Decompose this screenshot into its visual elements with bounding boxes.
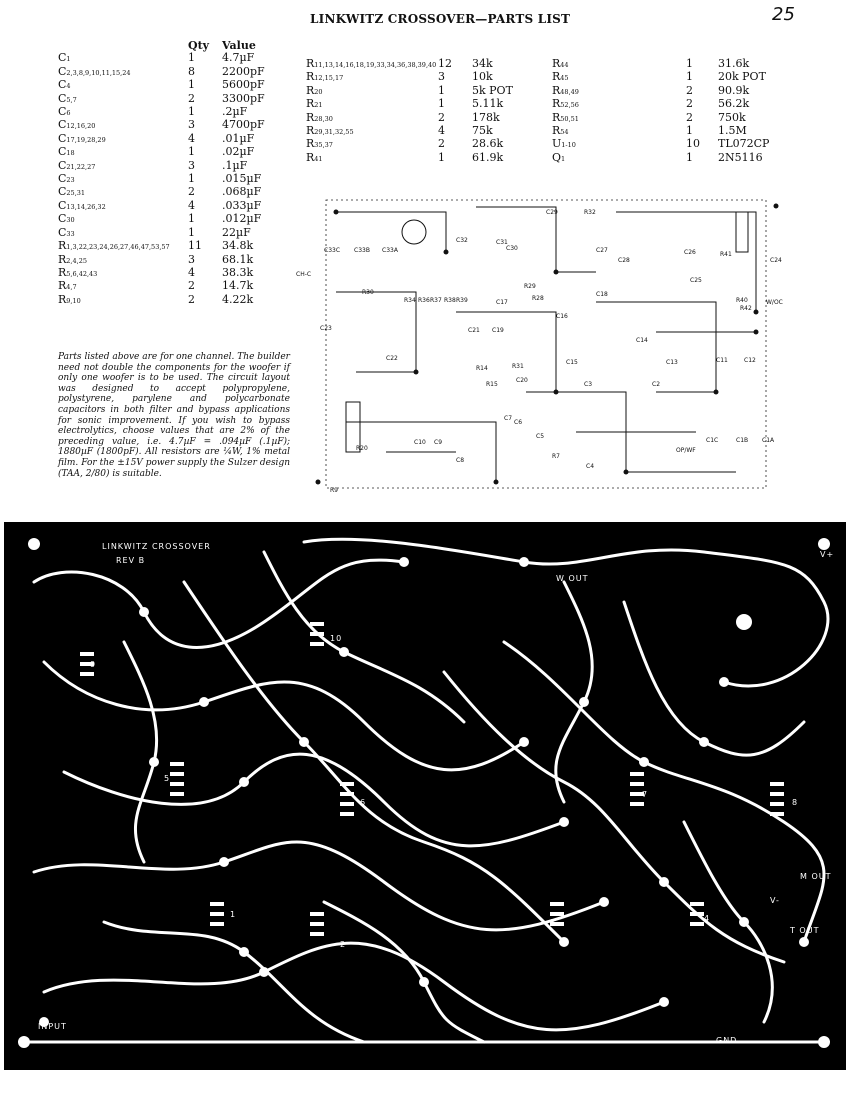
part-value: 22µF [222, 225, 251, 239]
pcb-rev: REV B [116, 556, 146, 565]
component-label: C4 [586, 463, 595, 470]
part-qty: 1 [686, 70, 693, 84]
part-value: 5600pF [222, 78, 265, 92]
part-qty: 2 [438, 137, 445, 151]
part-qty: 2 [188, 185, 195, 199]
part-value: 5.11k [472, 97, 504, 111]
component-label: C8 [456, 457, 465, 464]
part-value: 31.6k [718, 57, 750, 70]
part-qty: 1 [686, 150, 693, 164]
part-qty: 10 [686, 137, 700, 151]
part-value: 75k [472, 124, 493, 138]
table-row [306, 125, 552, 138]
part-reference: R45 [552, 70, 569, 84]
component-label: C19 [492, 327, 504, 334]
part-qty: 1 [438, 150, 445, 164]
component-label: C14 [636, 337, 648, 344]
component-label: OP/WF [676, 447, 696, 454]
part-reference: C21,22,27 [58, 158, 96, 172]
part-value: .015µF [222, 172, 262, 186]
component-label: C3 [584, 381, 593, 388]
table-row [58, 294, 302, 307]
table-row [58, 66, 302, 79]
component-label: C33A [382, 247, 398, 254]
part-value: .1µF [222, 158, 248, 172]
part-qty: 12 [438, 57, 452, 70]
ic-number: 5 [164, 774, 171, 783]
table-row [58, 160, 302, 173]
pcb-label-v-minus: V- [770, 896, 780, 905]
component-label: C22 [386, 355, 398, 362]
part-qty: 3 [188, 158, 195, 172]
table-row [58, 213, 302, 226]
part-qty: 8 [188, 64, 195, 78]
pcb-label-w-out: W OUT [556, 574, 589, 583]
part-reference: R44 [552, 57, 569, 70]
part-reference: C17,19,28,29 [58, 131, 106, 145]
table-row [58, 240, 302, 253]
qty-header: Qty [188, 39, 210, 52]
part-value: .02µF [222, 145, 255, 159]
ic-number: 9 [90, 660, 97, 669]
table-row [58, 133, 302, 146]
ic-number: 3 [550, 918, 557, 927]
component-label: R41 [720, 251, 732, 258]
part-reference: C5,7 [58, 91, 77, 105]
component-label: R32 [584, 209, 596, 216]
pcb-label-gnd: GND [716, 1036, 738, 1045]
table-row [552, 152, 798, 165]
part-value: .01µF [222, 131, 255, 145]
table-row [306, 98, 552, 111]
ic-number: 4 [704, 914, 711, 923]
table-row [306, 71, 552, 84]
part-reference: R5,6,42,43 [58, 265, 98, 279]
ic-number: 1 [230, 910, 237, 919]
part-reference: R1,3,22,23,24,26,27,46,47,53,57 [58, 239, 170, 253]
component-label: R38 [444, 297, 456, 304]
table-row [306, 112, 552, 125]
component-label: C1B [736, 437, 749, 444]
component-label: R7 [552, 453, 560, 460]
part-reference: C23 [58, 172, 75, 186]
part-qty: 4 [188, 265, 195, 279]
component-label: R28 [532, 295, 544, 302]
component-label: C31 [496, 239, 508, 246]
part-reference: C30 [58, 212, 75, 226]
part-qty: 1 [188, 51, 195, 65]
component-label: C2 [652, 381, 661, 388]
table-row [552, 138, 798, 151]
parts-notes: Parts listed above are for one channel. The builder need not double the components for the woofer if only one woofer is to be used. The circuit layout was designed to accept polypropylene, polystyrene, parylene and polycarbonate capacitors in both filter and bypass applications for sonic improvement. If you wish to bypass electrolytics, choose values that are 2% of the preceding value, i.e. 4.7µF = .094µF (.1µF); 1880µF (1800pF). All resistors are ¼W, 1% metal film. For the ±15V power supply the Sulzer design (TAA, 2/80) is suitable. [58, 352, 290, 479]
part-value: 56.2k [718, 97, 750, 111]
component-label: R39 [456, 297, 468, 304]
part-qty: 1 [438, 83, 445, 97]
component-label: R9 [330, 487, 338, 494]
component-label: C11 [716, 357, 728, 364]
part-value: 2N5116 [718, 150, 763, 164]
component-label: C10 [414, 439, 426, 446]
table-row [58, 254, 302, 267]
component-label: C25 [690, 277, 702, 284]
pcb-label-m-out: M OUT [800, 872, 832, 881]
part-qty: 4 [188, 198, 195, 212]
part-reference: C12,16,20 [58, 118, 96, 132]
part-value: 750k [718, 110, 746, 124]
component-label: R29 [524, 283, 536, 290]
part-reference: R9,10 [58, 292, 81, 306]
part-qty: 2 [686, 110, 693, 124]
page-title: LINKWITZ CROSSOVER—PARTS LIST [310, 12, 571, 26]
part-reference: U1-10 [552, 137, 576, 151]
part-reference: R11,13,14,16,18,19,33,34,36,38,39,40 [306, 57, 437, 70]
part-reference: C25,31 [58, 185, 86, 199]
component-label: R40 [736, 297, 748, 304]
table-row [552, 98, 798, 111]
table-header [58, 40, 302, 52]
parts-table-capacitors [58, 40, 302, 307]
part-qty: 3 [188, 118, 195, 132]
table-row [552, 71, 798, 84]
part-value: 28.6k [472, 137, 504, 151]
table-row [306, 85, 552, 98]
value-header: Value [222, 39, 256, 52]
part-qty: 1 [188, 225, 195, 239]
part-value: .033µF [222, 198, 262, 212]
component-label: C30 [506, 245, 518, 252]
part-reference: C13,14,26,32 [58, 198, 106, 212]
part-qty: 1 [188, 78, 195, 92]
component-label: C12 [744, 357, 756, 364]
part-value: 90.9k [718, 83, 750, 97]
part-qty: 1 [188, 145, 195, 159]
component-label: C32 [456, 237, 468, 244]
ic-number: 8 [792, 798, 799, 807]
component-label: R20 [356, 445, 368, 452]
part-reference: R29,31,32,55 [306, 124, 354, 138]
part-qty: 2 [188, 279, 195, 293]
part-value: TL072CP [718, 137, 770, 151]
part-qty: 1 [438, 97, 445, 111]
part-value: .2µF [222, 105, 248, 119]
parts-table-resistors-b [552, 58, 798, 165]
component-label: R42 [740, 305, 752, 312]
component-label: C15 [566, 359, 578, 366]
part-reference: C18 [58, 145, 75, 159]
part-value: 4.22k [222, 292, 254, 306]
part-qty: 1 [188, 105, 195, 119]
part-reference: R50,51 [552, 110, 579, 124]
part-reference: R2,4,25 [58, 252, 87, 266]
component-label: C24 [770, 257, 782, 264]
part-qty: 4 [438, 124, 445, 138]
component-label: C13 [666, 359, 678, 366]
table-row [552, 58, 798, 71]
part-value: 20k POT [718, 70, 766, 84]
pcb-title: LINKWITZ CROSSOVER [102, 542, 211, 551]
part-value: .012µF [222, 212, 262, 226]
component-label: W/OC [766, 299, 783, 306]
part-value: 4.7µF [222, 51, 255, 65]
part-reference: R4,7 [58, 279, 77, 293]
component-label: C33C [324, 247, 341, 254]
page-number: 25 [772, 4, 795, 25]
ic-number: 7 [642, 790, 649, 799]
component-label: C5 [536, 433, 545, 440]
component-label: C27 [596, 247, 608, 254]
part-value: 68.1k [222, 252, 254, 266]
pcb-traces [4, 522, 846, 1070]
component-label: C7 [504, 415, 513, 422]
component-label: CH-C [296, 271, 312, 278]
part-value: 10k [472, 70, 493, 84]
part-reference: R41 [306, 150, 323, 164]
table-row [306, 138, 552, 151]
part-value: .068µF [222, 185, 262, 199]
part-value: 178k [472, 110, 500, 124]
pcb-artwork [4, 522, 846, 1070]
pcb-label-v-plus: V+ [820, 550, 835, 559]
table-row [58, 93, 302, 106]
part-qty: 2 [188, 91, 195, 105]
ic-number: 6 [360, 798, 367, 807]
part-reference: R21 [306, 97, 323, 111]
part-reference: R48,49 [552, 83, 579, 97]
component-label: C33B [354, 247, 370, 254]
table-row [306, 152, 552, 165]
ic-number: 2 [340, 940, 347, 949]
component-label: C18 [596, 291, 608, 298]
part-qty: 3 [188, 252, 195, 266]
component-label: C1C [706, 437, 719, 444]
component-label: C17 [496, 299, 508, 306]
table-row [58, 79, 302, 92]
table-row [58, 52, 302, 65]
part-reference: C4 [58, 78, 71, 92]
part-reference: R52,56 [552, 97, 579, 111]
part-value: 4700pF [222, 118, 265, 132]
part-reference: R20 [306, 83, 323, 97]
table-row [306, 58, 552, 71]
component-label: R14 [476, 365, 488, 372]
table-row [58, 227, 302, 240]
table-row [552, 125, 798, 138]
table-row [58, 173, 302, 186]
part-qty: 1 [188, 212, 195, 226]
component-label: C26 [684, 249, 696, 256]
ic-number: 10 [330, 634, 343, 643]
part-reference: R54 [552, 124, 569, 138]
part-reference: C1 [58, 51, 71, 65]
part-qty: 11 [188, 239, 202, 253]
part-value: 1.5M [718, 124, 747, 138]
part-qty: 2 [686, 97, 693, 111]
component-label: C9 [434, 439, 443, 446]
part-qty: 1 [686, 124, 693, 138]
part-reference: Q1 [552, 150, 566, 164]
part-value: 5k POT [472, 83, 513, 97]
part-qty: 1 [188, 172, 195, 186]
table-row [552, 85, 798, 98]
component-label: R37 [430, 297, 442, 304]
component-label: R30 [362, 289, 374, 296]
component-label: C21 [468, 327, 480, 334]
component-label: C6 [514, 419, 523, 426]
table-row [58, 119, 302, 132]
part-value: 38.3k [222, 265, 254, 279]
table-row [552, 112, 798, 125]
component-label: R36 [418, 297, 430, 304]
table-row [58, 106, 302, 119]
part-value: 14.7k [222, 279, 254, 293]
part-reference: R28,30 [306, 110, 333, 124]
component-label: R34 [404, 297, 416, 304]
part-value: 61.9k [472, 150, 504, 164]
component-label: C20 [516, 377, 528, 384]
component-layout-diagram [296, 192, 796, 498]
part-qty: 2 [438, 110, 445, 124]
part-reference: C33 [58, 225, 75, 239]
table-row [58, 186, 302, 199]
component-label: C16 [556, 313, 568, 320]
part-reference: R12,15,17 [306, 70, 344, 84]
part-value: 34k [472, 57, 493, 70]
component-label: R15 [486, 381, 498, 388]
table-row [58, 200, 302, 213]
pcb-label-input: INPUT [38, 1022, 67, 1031]
part-qty: 3 [438, 70, 445, 84]
part-value: 3300pF [222, 91, 265, 105]
part-qty: 2 [686, 83, 693, 97]
part-qty: 2 [188, 292, 195, 306]
parts-table-resistors-a [306, 58, 552, 165]
part-reference: C2,3,8,9,10,11,15,24 [58, 64, 131, 78]
table-row [58, 146, 302, 159]
component-label: C23 [320, 325, 332, 332]
component-label: C1A [762, 437, 775, 444]
part-value: 34.8k [222, 239, 254, 253]
part-qty: 4 [188, 131, 195, 145]
table-row [58, 280, 302, 293]
component-label: C29 [546, 209, 558, 216]
table-row [58, 267, 302, 280]
part-reference: C6 [58, 105, 71, 119]
part-qty: 1 [686, 57, 693, 70]
pcb-label-t-out: T OUT [790, 926, 820, 935]
component-label: C28 [618, 257, 630, 264]
component-label: R31 [512, 363, 524, 370]
part-reference: R35,37 [306, 137, 333, 151]
part-value: 2200pF [222, 64, 265, 78]
